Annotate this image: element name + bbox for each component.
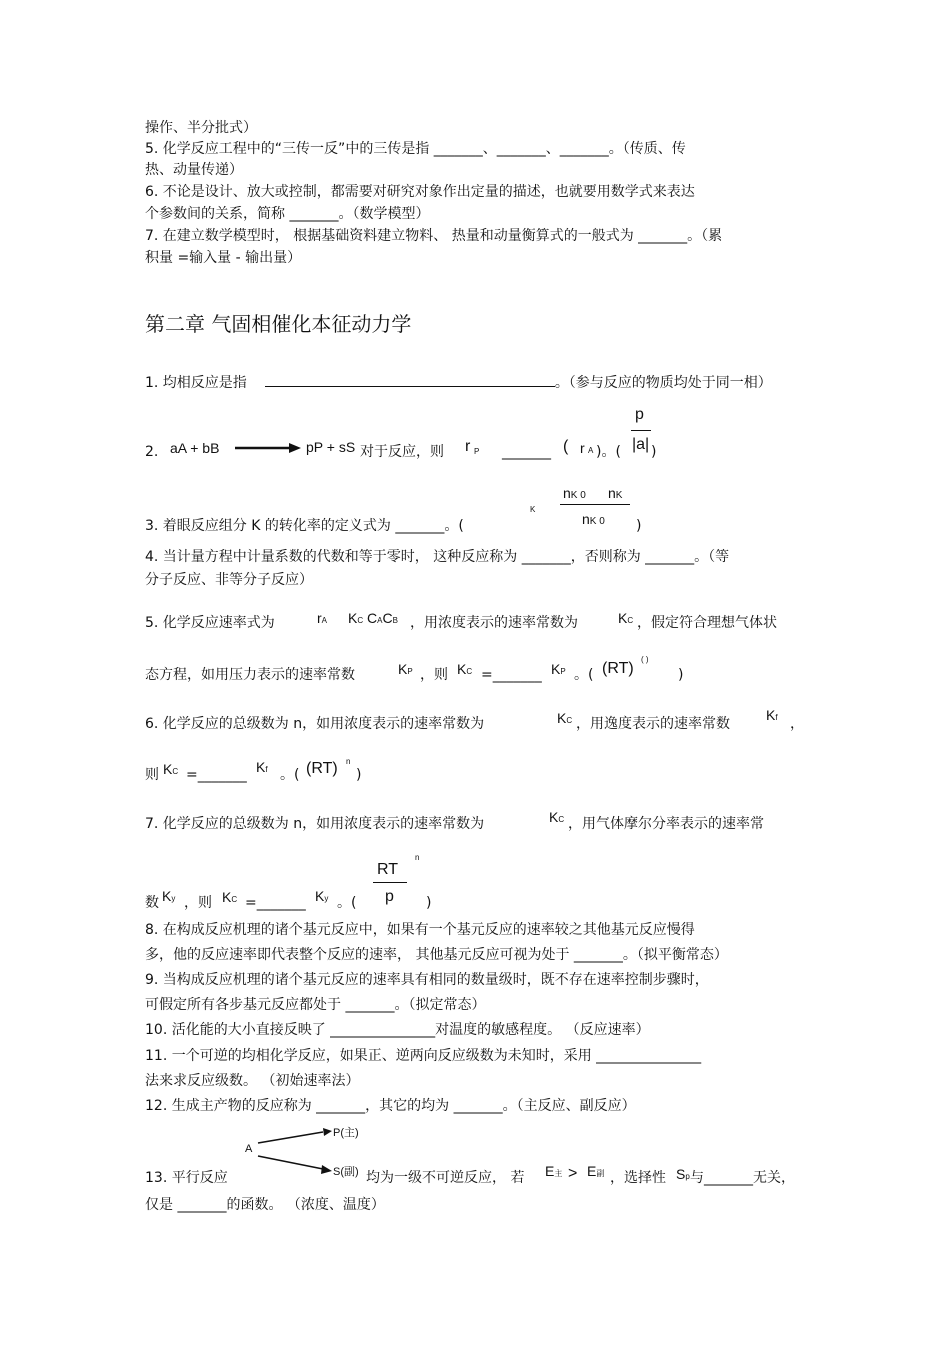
q13-e2: E副 (587, 1163, 605, 1179)
q13-p: P(主) (333, 1127, 359, 1139)
q2-arrow-icon (233, 441, 303, 455)
q3-k: K (530, 505, 536, 514)
q2-num: 2. (145, 444, 159, 460)
q2-r-sub: P (474, 447, 480, 456)
q5-line-1c: ，假定符合理想气体状 (637, 615, 777, 631)
q5-kp2: KP (551, 661, 566, 677)
q6-end: ) (356, 767, 362, 783)
q1-answer: 。（参与反应的物质均处于同一相） (554, 375, 772, 391)
q3-num: nK 0 (563, 485, 586, 501)
q1-blank (265, 372, 555, 387)
q13-line-2: 仅是 _______的函数。 （浓度、温度） (145, 1197, 385, 1213)
q5-then: ，则 (420, 667, 448, 683)
q7-kc: KC (549, 809, 565, 825)
q7-frac-rt: RT (377, 861, 399, 878)
q13-line-1d: 与_______无关， (690, 1170, 795, 1186)
q7-line-1b: ，用气体摩尔分率表示的速率常 (568, 816, 764, 832)
q13-a: A (245, 1143, 253, 1155)
q2-ra-sub: A (588, 446, 594, 455)
q1-line (145, 372, 772, 393)
intro-line-3: 热、动量传递） (145, 162, 243, 178)
q5-rate-expr: KC CACB (348, 610, 398, 626)
intro-line-7: 积量 =输入量 - 输出量） (145, 250, 302, 266)
intro-line-4: 6. 不论是设计、放大或控制，都需要对研究对象作出定量的描述，也就要用数学式来表达 (145, 184, 695, 200)
q11-line-1: 11. 一个可逆的均相化学反应，如果正、逆两向反应级数为未知时，采用 _______________ (145, 1048, 702, 1064)
q6-line-1a: 6. 化学反应的总级数为 n，如用浓度表示的速率常数为 (145, 716, 485, 732)
q2-close: )。( (596, 444, 621, 460)
q13-branch-arrows-icon (255, 1126, 335, 1178)
q13-s: S(副) (333, 1166, 359, 1178)
q5-ra: rA (317, 610, 328, 626)
q2-products: pP + sS (306, 439, 356, 455)
q8-line-2: 多，他的反应速率即代表整个反应的速率， 其他基元反应可视为处于 _______。（拟平衡常态） (145, 947, 728, 963)
q5-line-1b: ，用浓度表示的速率常数为 (410, 615, 578, 631)
q2-frac-p: p (635, 406, 644, 423)
q9-line-1: 9. 当构成反应机理的诸个基元反应的速率具有相同的数量级时，既不存在速率控制步骤时， (145, 972, 709, 988)
q6-kc: KC (557, 710, 573, 726)
q13-line-1a: 13. 平行反应 (145, 1170, 228, 1186)
q2-ra: r (580, 440, 585, 456)
q7-frac-bar (373, 882, 407, 883)
q5-eq: =_______ (481, 667, 542, 683)
q7-ky2: Ky (315, 888, 329, 904)
q3-end: ) (636, 518, 642, 534)
q6-line-1b: ，用逸度表示的速率常数 (576, 716, 730, 732)
q5-rt: (RT) (602, 660, 634, 677)
q5-ans: 。( (574, 667, 594, 683)
q2-r: r (465, 438, 471, 455)
intro-line-6: 7. 在建立数学模型时， 根据基础资料建立物料、 热量和动量衡算式的一般式为 _______。（累 (145, 228, 723, 244)
q5-line-1a: 5. 化学反应速率式为 (145, 615, 275, 631)
q4-line-1: 4. 当计量方程中计量系数的代数和等于零时， 这种反应称为 _______，否则称为 _______。（等 (145, 549, 730, 565)
q5-line-2a: 态方程，如用压力表示的速率常数 (145, 667, 355, 683)
q13-line-1b: 均为一级不可逆反应， 若 (366, 1170, 525, 1186)
q5-rt-sup: ( ) (641, 655, 649, 664)
q6-rt: (RT) (306, 760, 338, 777)
q6-rt-sup: n (346, 757, 351, 766)
q10-line: 10. 活化能的大小直接反映了 _______________对温度的敏感程度。 （反应速率） (145, 1022, 650, 1038)
q2-reactants: aA + bB (170, 440, 220, 456)
q6-comma: ， (790, 716, 804, 732)
q3-frac-bar (560, 504, 630, 505)
q7-end: ) (426, 895, 432, 911)
q13-e1: E主 (545, 1163, 563, 1179)
q4-line-2: 分子反应、非等分子反应） (145, 572, 313, 588)
q9-line-2: 可假定所有各步基元反应都处于 _______。（拟定常态） (145, 997, 486, 1013)
q3-minus-term: nK (608, 485, 623, 501)
q6-eq: =_______ (186, 767, 247, 783)
q7-ans: 。( (337, 895, 357, 911)
q8-line-1: 8. 在构成反应机理的诸个基元反应中，如果有一个基元反应的速率较之其他基元反应慢得 (145, 922, 695, 938)
q5-kp: KP (398, 661, 413, 677)
intro-line-2: 5. 化学反应工程中的“三传一反”中的三传是指 _______、_______、_______。（传质、传 (145, 141, 686, 157)
q5-kc3: KC (457, 661, 473, 677)
q5-kc2: KC (618, 610, 634, 626)
q3-den: nK 0 (582, 511, 605, 527)
q7-eq: =_______ (245, 895, 306, 911)
intro-line-1: 操作、半分批式） (145, 120, 257, 136)
q6-kf2: Kf (256, 759, 268, 775)
q13-sp: Sp (676, 1166, 690, 1182)
q2-text: 对于反应，则 (360, 444, 444, 460)
q7-kc2: KC (222, 889, 238, 905)
q3-text: 3. 着眼反应组分 K 的转化率的定义式为 _______。( (145, 518, 464, 534)
q2-paren-open: ( (563, 438, 569, 455)
q1-text: 1. 均相反应是指 (145, 375, 247, 391)
q7-frac-p: p (385, 888, 394, 905)
q2-blank: _______ (502, 444, 551, 460)
intro-line-5: 个参数间的关系，简称 _______。（数学模型） (145, 206, 430, 222)
q6-ans: 。( (280, 767, 300, 783)
q6-line-2a: 则 (145, 767, 159, 783)
q11-line-2: 法来求反应级数。 （初始速率法） (145, 1073, 360, 1089)
q6-kc2: KC (163, 761, 179, 777)
q7-sup: n (415, 853, 420, 862)
q7-then: ，则 (184, 895, 212, 911)
q5-end: ) (678, 667, 684, 683)
q7-line-2a: 数 (145, 895, 159, 911)
q12-line: 12. 生成主产物的反应称为 _______，其它的均为 _______。（主反应、副反应） (145, 1098, 636, 1114)
q2-end: ) (651, 444, 657, 460)
chapter-title: 第二章 气固相催化本征动力学 (145, 312, 412, 336)
q6-kf: Kf (766, 707, 778, 723)
q7-line-1a: 7. 化学反应的总级数为 n，如用浓度表示的速率常数为 (145, 816, 485, 832)
q2-frac-a: |a| (632, 436, 650, 453)
q13-gt: > (568, 1165, 578, 1182)
q13-line-1c: ，选择性 (610, 1170, 666, 1186)
q2-frac-bar (631, 430, 651, 431)
q7-ky: Ky (162, 888, 176, 904)
